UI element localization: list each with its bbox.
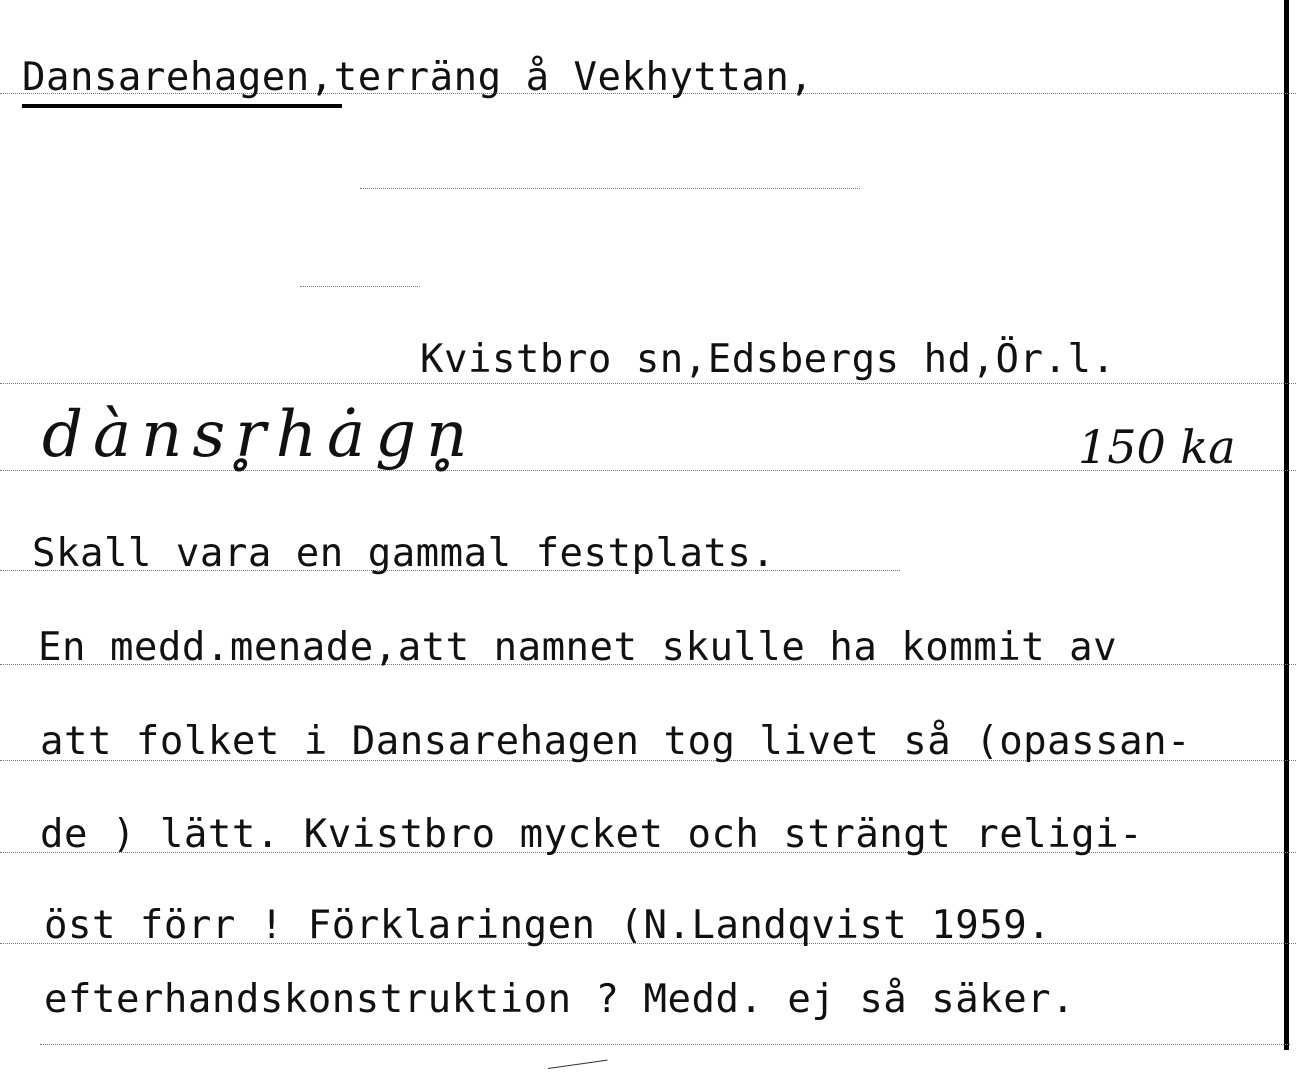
guide-line <box>40 1044 1290 1045</box>
entry-title-line <box>22 55 814 100</box>
collector-code-handwritten: 150 ka <box>1078 420 1236 474</box>
guide-line <box>0 383 1296 384</box>
body-line: att folket i Dansarehagen tog livet så (opassan- <box>40 719 1192 764</box>
card-right-border <box>1284 0 1289 1050</box>
pencil-stroke <box>548 1060 608 1069</box>
guide-line <box>360 188 860 189</box>
body-line: Skall vara en gammal festplats. <box>32 531 776 576</box>
body-line: de ) lätt. Kvistbro mycket och strängt religi- <box>40 812 1144 857</box>
pronunciation-handwritten: dànsr̥hȧgn̥ <box>42 398 478 472</box>
body-line: efterhandskonstruktion ? Medd. ej så säker. <box>44 977 1076 1022</box>
body-line: En medd.menade,att namnet skulle ha kommit av <box>38 625 1118 670</box>
body-line: öst förr ! Förklaringen (N.Landqvist 1959. <box>44 903 1052 948</box>
place-name: Dansarehagen <box>22 55 310 100</box>
guide-line <box>300 286 420 287</box>
title-underline <box>22 104 342 108</box>
location-line: Kvistbro sn,Edsbergs hd,Ör.l. <box>420 337 1116 382</box>
place-description: ,terräng å Vekhyttan, <box>309 55 814 100</box>
